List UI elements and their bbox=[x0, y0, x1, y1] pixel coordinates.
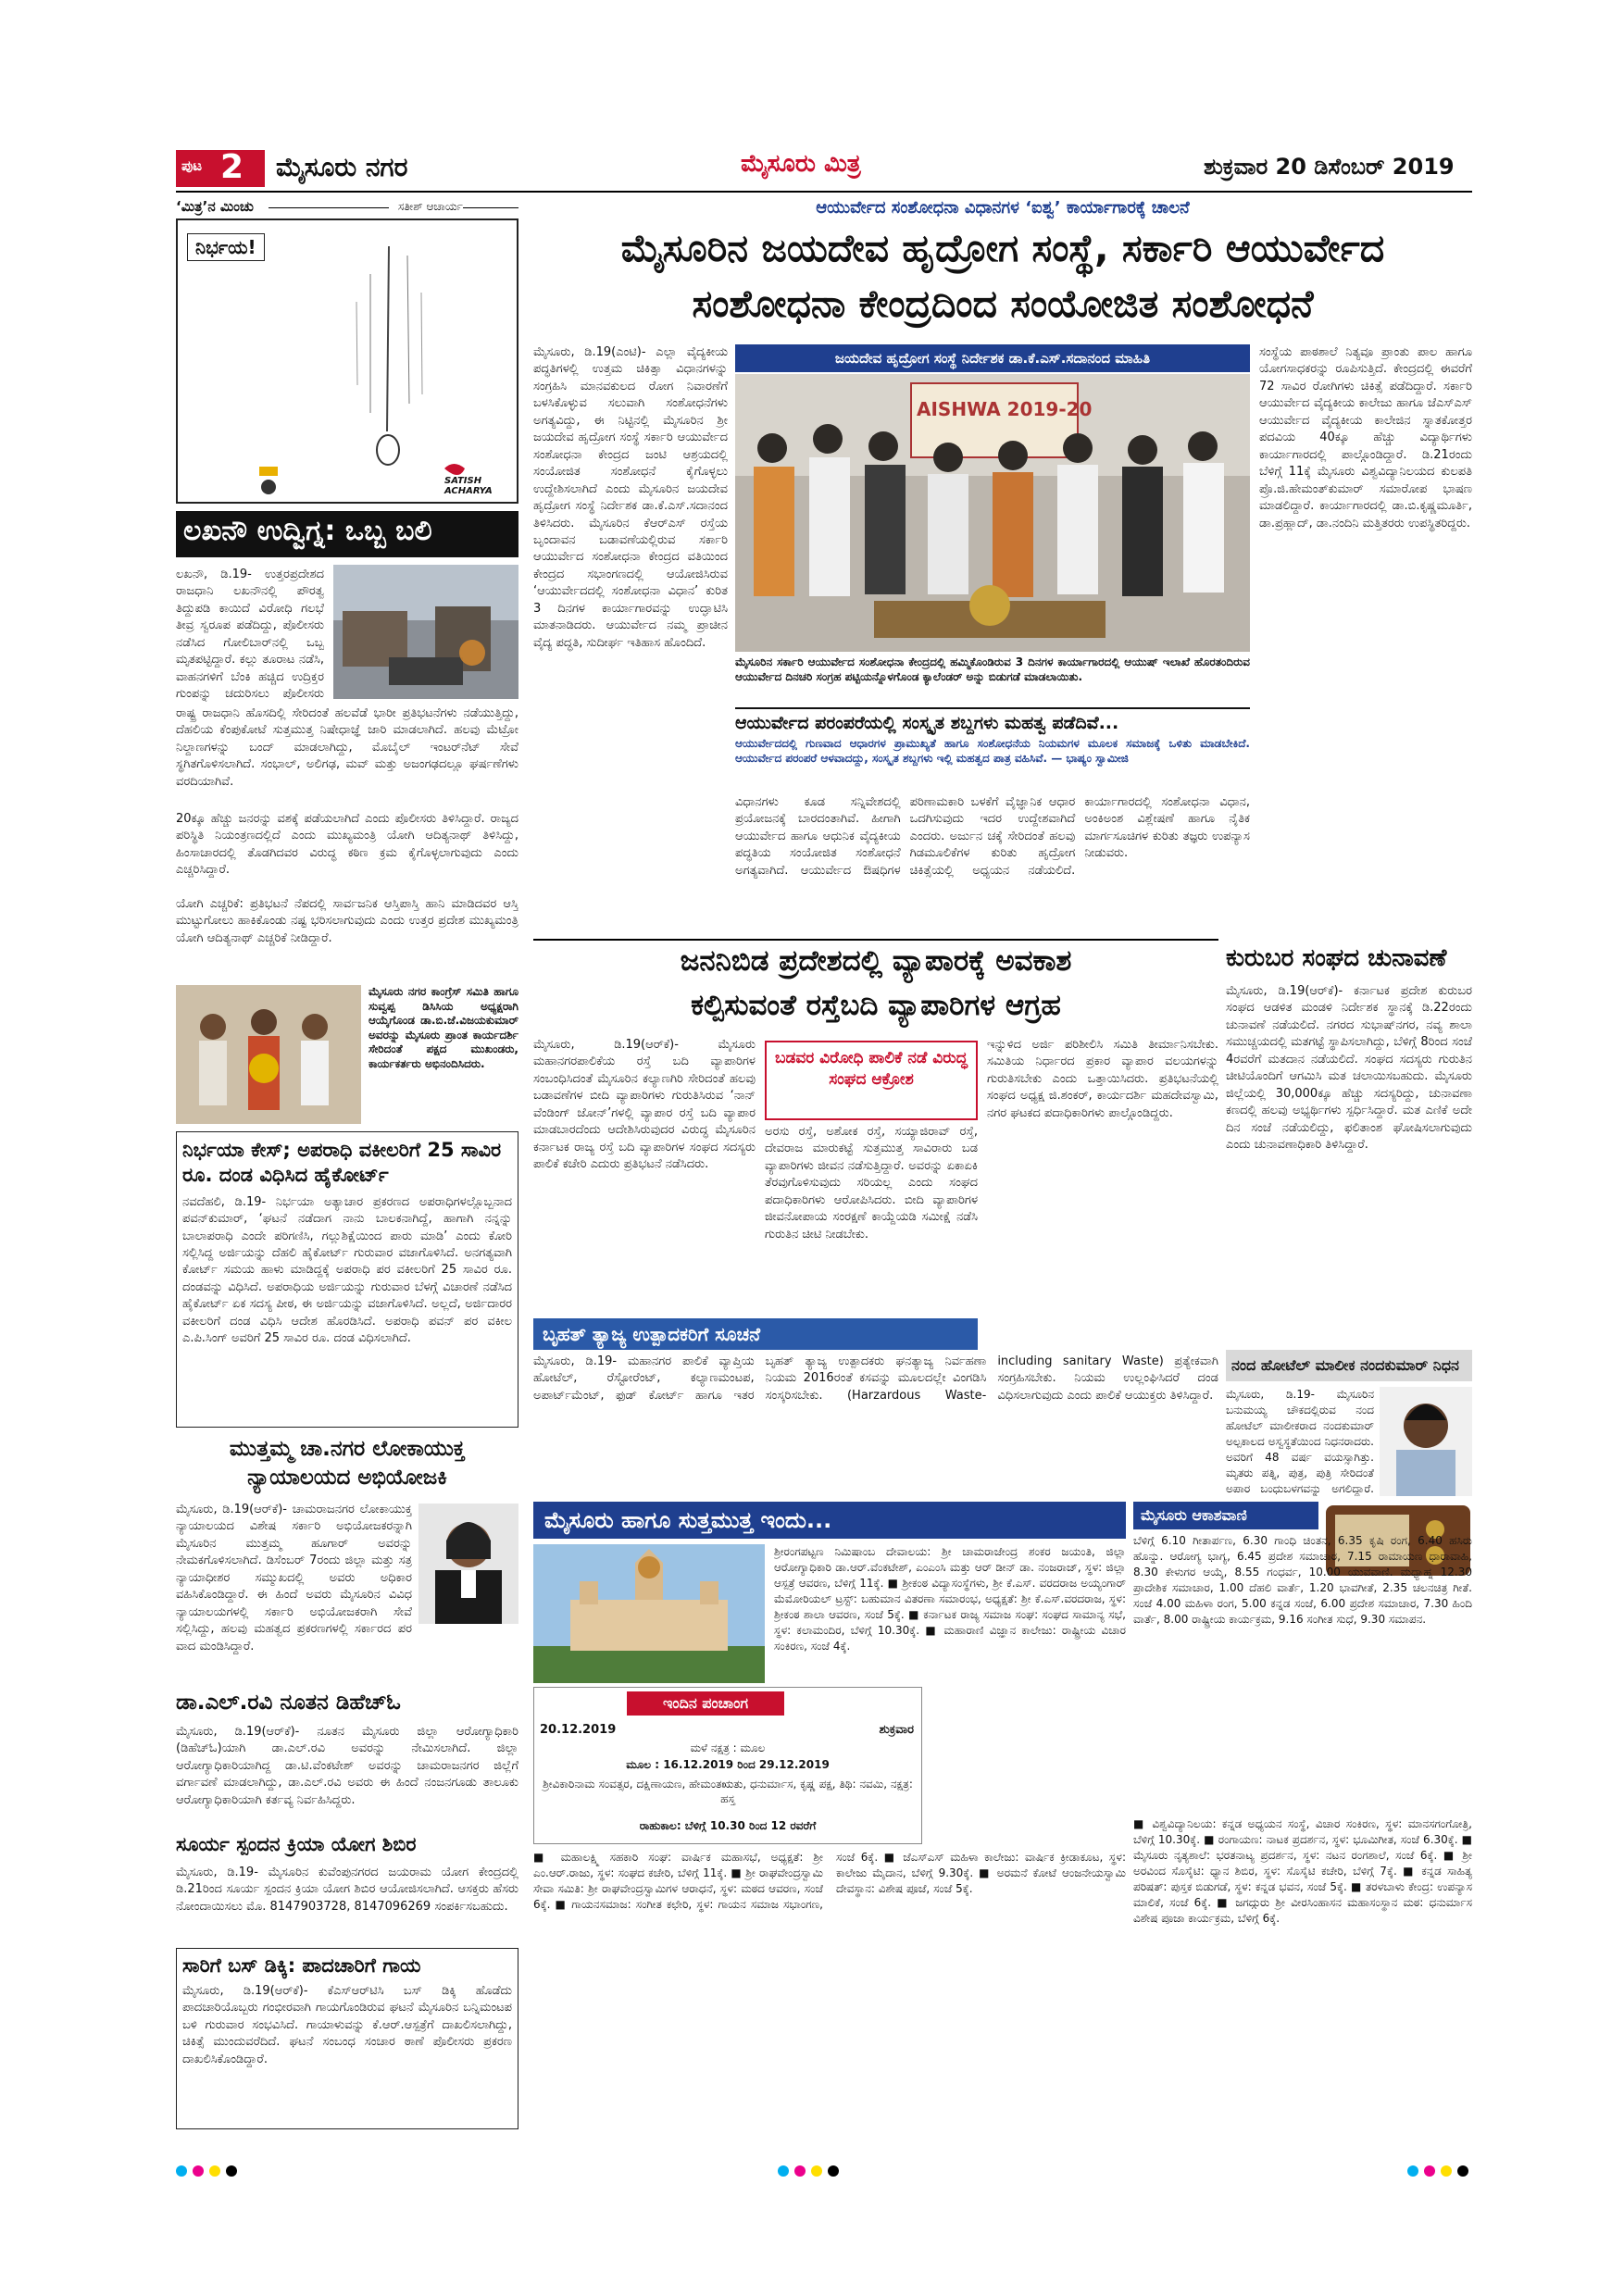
section-title: ಮೈಸೂರು ನಗರ bbox=[276, 152, 408, 182]
panchanga-line1: ಮಳೆ ನಕ್ಷತ್ರ : ಮೂಲ bbox=[690, 1741, 766, 1754]
waste-body: ಮೈಸೂರು, ಡಿ.19- ಮಹಾನಗರ ಪಾಲಿಕೆ ವ್ಯಾಪ್ತಿಯ ಹೋಟೆಲ್, ರೆಸ್ಟೋರೆಂಟ್, ಕಲ್ಯಾಣಮಂಟಪ, ಅಪಾರ್ಟ್‌ಮೆಂಟ್, ಫುಡ್ ಕೋರ್ಟ್ ಹಾಗೂ ಇತರ ಬೃಹತ್ ತ್ಯಾಜ್ಯ ಉತ್ಪಾದಕರು ಘನತ್ಯಾಜ್ಯ ನಿರ್ವಹಣಾ ನಿಯಮ 2016ರಂತೆ ಕಸವನ್ನು ಮೂಲದಲ್ಲೇ ವಿಂಗಡಿಸಿ ಸಂಸ್ಕರಿಸಬೇಕು. (Harzardous Waste-including sanitary Waste) ಪ್ರತ್ಯೇಕವಾಗಿ ಸಂಗ್ರಹಿಸಬೇಕು. ನಿಯಮ ಉಲ್ಲಂಘಿಸಿದರೆ ದಂಡ ವಿಧಿಸಲಾಗುವುದು ಎಂದು ಪಾಲಿಕೆ ಆಯುಕ್ತರು ತಿಳಿಸಿದ್ದಾರೆ. bbox=[533, 1354, 1218, 1403]
bus-headline: ಸಾರಿಗೆ ಬಸ್ ಡಿಕ್ಕಿ: ಪಾದಚಾರಿಗೆ ಗಾಯ bbox=[182, 1954, 421, 1977]
cartoon-artist: ಸತೀಶ್ ಆಚಾರ್ಯ bbox=[398, 200, 463, 213]
lucknow-headline: ಲಖನೌ ಉದ್ವಿಗ್ನ: ಒಬ್ಬ ಬಲಿ bbox=[176, 511, 518, 557]
congrats-caption: ಮೈಸೂರು ನಗರ ಕಾಂಗ್ರೆಸ್ ಸಮಿತಿ ಹಾಗೂ ಸುವ್ವಪ್ಪ ಡಿಸಿಸಿಯ ಅಧ್ಯಕ್ಷರಾಗಿ ಆಯ್ಕೆಗೊಂಡ ಡಾ.ಬಿ.ಜೆ.ವಿಜಯಕುಮಾರ್ ಅವರನ್ನು ಮೈಸೂರು ಪ್ರಾಂತ ಕಾರ್ಯದರ್ಶಿ ಸೇರಿದಂತೆ ಪಕ್ಷದ ಮುಖಂಡರು, ಕಾರ್ಯಕರ್ತರು ಅಭಿನಂದಿಸಿದರು. bbox=[369, 985, 518, 1070]
obituary-headline: ನಂದ ಹೋಟೆಲ್ ಮಾಲೀಕ ನಂದಕುಮಾರ್ ನಿಧನ bbox=[1226, 1350, 1472, 1381]
registration-marks-right bbox=[1407, 2163, 1474, 2180]
panchanga-date: 20.12.2019 bbox=[540, 1723, 617, 1737]
kuruba-body: ಮೈಸೂರು, ಡಿ.19(ಆರ್‌ಕೆ)- ಕರ್ನಾಟಕ ಪ್ರದೇಶ ಕುರುಬರ ಸಂಘದ ಆಡಳಿತ ಮಂಡಳಿ ನಿರ್ದೇಶಕ ಸ್ಥಾನಕ್ಕೆ ಡಿ.22ರಂದು ಚುನಾವಣೆ ನಡೆಯಲಿದೆ. ನಗರದ ಸುಭಾಷ್‌ನಗರ, ನವ್ಯ ಶಾಲಾ ಸಮುಚ್ಚಯದಲ್ಲಿ ಮತಗಟ್ಟೆ ಸ್ಥಾಪಿಸಲಾಗಿದ್ದು, ಬೆಳಿಗ್ಗೆ 8ರಿಂದ ಸಂಜೆ 4ರವರೆಗೆ ಮತದಾನ ನಡೆಯಲಿದೆ. ಸಂಘದ ಸದಸ್ಯರು ಗುರುತಿನ ಚೀಟಿಯೊಂದಿಗೆ ಆಗಮಿಸಿ ಮತ ಚಲಾಯಿಸಬಹುದು. ಮೈಸೂರು ಜಿಲ್ಲೆಯಲ್ಲಿ 30,000ಕ್ಕೂ ಹೆಚ್ಚು ಸದಸ್ಯರಿದ್ದು, ಚುನಾವಣಾ ಕಣದಲ್ಲಿ ಹಲವು ಅಭ್ಯರ್ಥಿಗಳು ಸ್ಪರ್ಧಿಸಿದ್ದಾರೆ. ಮತ ಎಣಿಕೆ ಅದೇ ದಿನ ಸಂಜೆ ನಡೆಯಲಿದ್ದು, ಫಲಿತಾಂಶ ಘೋಷಿಸಲಾಗುವುದು ಎಂದು ಚುನಾವಣಾಧಿಕಾರಿ ತಿಳಿಸಿದ್ದಾರೆ. bbox=[1226, 984, 1472, 1153]
today-events-2: ■ ಮಹಾಲಕ್ಷ್ಮಿ ಸಹಕಾರಿ ಸಂಘ: ವಾರ್ಷಿಕ ಮಹಾಸಭೆ, ಅಧ್ಯಕ್ಷತೆ: ಶ್ರೀ ಎಂ.ಆರ್.ರಾಜು, ಸ್ಥಳ: ಸಂಘದ ಕಚೇರಿ, ಬೆಳಿಗ್ಗೆ 11ಕ್ಕೆ. ■ ಶ್ರೀ ರಾಘವೇಂದ್ರಸ್ವಾಮಿ ಸೇವಾ ಸಮಿತಿ: ಶ್ರೀ ರಾಘವೇಂದ್ರಸ್ವಾಮಿಗಳ ಆರಾಧನೆ, ಸ್ಥಳ: ಮಠದ ಆವರಣ, ಸಂಜೆ 6ಕ್ಕೆ. ■ ಗಾಯನಸಮಾಜ: ಸಂಗೀತ ಕಛೇರಿ, ಸ್ಥಳ: ಗಾಯನ ಸಮಾಜ ಸಭಾಂಗಣ, ಸಂಜೆ 6ಕ್ಕೆ. ■ ಜೆಎಸ್‌ಎಸ್ ಮಹಿಳಾ ಕಾಲೇಜು: ವಾರ್ಷಿಕ ಕ್ರೀಡಾಕೂಟ, ಸ್ಥಳ: ಕಾಲೇಜು ಮೈದಾನ, ಬೆಳಿಗ್ಗೆ 9.30ಕ್ಕೆ. ■ ಅರಮನೆ ಕೋಟೆ ಆಂಜನೇಯಸ್ವಾಮಿ ದೇವಸ್ಥಾನ: ವಿಶೇಷ ಪೂಜೆ, ಸಂಜೆ 5ಕ್ಕೆ. bbox=[533, 1851, 1126, 1912]
registration-marks-center bbox=[778, 2163, 844, 2180]
header-rule bbox=[176, 191, 1472, 193]
traders-col1: ಮೈಸೂರು, ಡಿ.19(ಆರ್‌ಕೆ)- ಮೈಸೂರು ಮಹಾನಗರಪಾಲಿಕೆಯ ರಸ್ತೆ ಬದಿ ವ್ಯಾಪಾರಿಗಳ ಸಂಬಂಧಿಸಿದಂತೆ ಮೈಸೂರಿನ ಕಲ್ಯಾಣಗಿರಿ ಸೇರಿದಂತೆ ಹಲವು ಬಡಾವಣೆಗಳ ಬೀದಿ ವ್ಯಾಪಾರಿಗಳು ಗುರುತಿಸಿರುವ ‘ನಾನ್ ವೆಂಡಿಂಗ್ ಜೋನ್’ಗಳಲ್ಲಿ ವ್ಯಾಪಾರ ರಸ್ತೆ ಬದಿ ವ್ಯಾಪಾರ ಮಾಡಬಾರದೆಂದು ಆದೇಶಿಸಿರುವುದರ ವಿರುದ್ಧ ಮೈಸೂರಿನ ಕರ್ನಾಟಕ ರಾಜ್ಯ ರಸ್ತೆ ಬದಿ ವ್ಯಾಪಾರಿಗಳ ಸಂಘದ ಸದಸ್ಯರು ಪಾಲಿಕೆ ಕಚೇರಿ ಎದುರು ಪ್ರತಿಭಟನೆ ನಡೆಸಿದರು. bbox=[533, 1038, 756, 1172]
panchanga-day: ಶುಕ್ರವಾರ bbox=[879, 1723, 914, 1737]
sanskrit-headline: ಆಯುರ್ವೇದ ಪರಂಪರೆಯಲ್ಲಿ ಸಂಸ್ಕೃತ ಶಬ್ದಗಳು ಮಹತ್ವ ಪಡೆದಿವೆ... bbox=[735, 707, 1250, 733]
cartoon-box bbox=[176, 198, 518, 504]
lucknow-para4: ಯೋಗಿ ಎಚ್ಚರಿಕೆ: ಪ್ರತಿಭಟನೆ ನೆಪದಲ್ಲಿ ಸಾರ್ವಜನಿಕ ಆಸ್ತಿಪಾಸ್ತಿ ಹಾನಿ ಮಾಡಿದವರ ಆಸ್ತಿ ಮುಟ್ಟುಗೋಲು ಹಾಕಿಕೊಂಡು ನಷ್ಟ ಭರಿಸಲಾಗುವುದು ಎಂದು ಉತ್ತರ ಪ್ರದೇಶ ಮುಖ್ಯಮಂತ್ರಿ ಯೋಗಿ ಆದಿತ್ಯನಾಥ್ ಎಚ್ಚರಿಕೆ ನೀಡಿದ್ದಾರೆ. bbox=[176, 897, 518, 945]
nirbhaya-body: ನವದೆಹಲಿ, ಡಿ.19- ನಿರ್ಭಯಾ ಅತ್ಯಾಚಾರ ಪ್ರಕರಣದ ಅಪರಾಧಿಗಳಲ್ಲೊಬ್ಬನಾದ ಪವನ್‌ಕುಮಾರ್, ‘ಘಟನೆ ನಡೆದಾಗ ನಾನು ಬಾಲಕನಾಗಿದ್ದೆ, ಹಾಗಾಗಿ ನನ್ನನ್ನು ಬಾಲಾಪರಾಧಿ ಎಂದೇ ಪರಿಗಣಿಸಿ, ಗಲ್ಲುಶಿಕ್ಷೆಯಿಂದ ಪಾರು ಮಾಡಿ’ ಎಂದು ಕೋರಿ ಸಲ್ಲಿಸಿದ್ದ ಅರ್ಜಿಯನ್ನು ದೆಹಲಿ ಹೈಕೋರ್ಟ್ ಗುರುವಾರ ವಜಾಗೊಳಿಸಿದೆ. ಅನಗತ್ಯವಾಗಿ ಕೋರ್ಟ್ ಸಮಯ ಹಾಳು ಮಾಡಿದ್ದಕ್ಕೆ ಅಪರಾಧಿ ಪರ ವಕೀಲರಿಗೆ 25 ಸಾವಿರ ರೂ. ದಂಡವನ್ನು ವಿಧಿಸಿದೆ. ಅಪರಾಧಿಯ ಅರ್ಜಿಯನ್ನು ಗುರುವಾರ ಬೆಳಗ್ಗೆ ವಿಚಾರಣೆ ನಡೆಸಿದ ಹೈಕೋರ್ಟ್ ಏಕ ಸದಸ್ಯ ಪೀಠ, ಈ ಅರ್ಜಿಯನ್ನು ವಜಾಗೊಳಿಸಿದೆ. ಅಲ್ಲದೆ, ಅರ್ಜಿದಾರರ ವಕೀಲರಿಗೆ ದಂಡ ವಿಧಿಸಿ ಆದೇಶ ಹೊರಡಿಸಿದೆ. ಅಪರಾಧಿ ಪವನ್ ಪರ ವಕೀಲ ಎ.ಪಿ.ಸಿಂಗ್ ಅವರಿಗೆ 25 ಸಾವಿರ ರೂ. ದಂಡ ವಿಧಿಸಲಾಗಿದೆ. bbox=[182, 1194, 512, 1346]
kuruba-headline: ಕುರುಬರ ಸಂಘದ ಚುನಾವಣೆ bbox=[1226, 944, 1447, 972]
waste-headline: ಬೃಹತ್ ತ್ಯಾಜ್ಯ ಉತ್ಪಾದಕರಿಗೆ ಸೂಚನೆ bbox=[533, 1318, 978, 1350]
prosecutor-body: ಮೈಸೂರು, ಡಿ.19(ಆರ್‌ಕೆ)- ಚಾಮರಾಜನಗರ ಲೋಕಾಯುಕ್ತ ನ್ಯಾಯಾಲಯದ ವಿಶೇಷ ಸರ್ಕಾರಿ ಅಭಿಯೋಜಕರನ್ನಾಗಿ ಮೈಸೂರಿನ ಮುತ್ತಮ್ಮ ಹೂಗಾರ್ ಅವರನ್ನು ನೇಮಕಗೊಳಿಸಲಾಗಿದೆ. ಡಿಸೆಂಬರ್ 7ರಂದು ಜಿಲ್ಲಾ ಮತ್ತು ಸತ್ರ ನ್ಯಾಯಾಧೀಶರ ಸಮ್ಮುಖದಲ್ಲಿ ಅವರು ಅಧಿಕಾರ ವಹಿಸಿಕೊಂಡಿದ್ದಾರೆ. ಈ ಹಿಂದೆ ಅವರು ಮೈಸೂರಿನ ವಿವಿಧ ನ್ಯಾಯಾಲಯಗಳಲ್ಲಿ ಸರ್ಕಾರಿ ಅಭಿಯೋಜಕರಾಗಿ ಸೇವೆ ಸಲ್ಲಿಸಿದ್ದು, ಹಲವು ಮಹತ್ವದ ಪ್ರಕರಣಗಳಲ್ಲಿ ಸರ್ಕಾರದ ಪರ ವಾದ ಮಂಡಿಸಿದ್ದಾರೆ. bbox=[176, 1503, 412, 1653]
ddpi-headline: ಡಾ.ಎಲ್.ರವಿ ನೂತನ ಡಿಹೆಚ್‌ಓ bbox=[176, 1691, 401, 1715]
lead-headline-2: ಸಂಶೋಧನಾ ಕೇಂದ್ರದಿಂದ ಸಂಯೋಜಿತ ಸಂಶೋಧನೆ bbox=[692, 281, 1314, 326]
prosecutor-photo bbox=[418, 1504, 518, 1624]
panchanga-line2: ಮೂಲ : 16.12.2019 ರಿಂದ 29.12.2019 bbox=[626, 1758, 830, 1771]
page-header bbox=[176, 150, 1472, 191]
lead-photo-caption: ಮೈಸೂರಿನ ಸರ್ಕಾರಿ ಆಯುರ್ವೇದ ಸಂಶೋಧನಾ ಕೇಂದ್ರದಲ್ಲಿ ಹಮ್ಮಿಕೊಂಡಿರುವ 3 ದಿನಗಳ ಕಾರ್ಯಾಗಾರದಲ್ಲಿ ಆಯುಷ್ ಇಲಾಖೆ ಹೊರತಂದಿರುವ ಆಯುರ್ವೇದ ದಿನಚರಿ ಸಂಗ್ರಹ ಪಟ್ಟಿಯನ್ನೊಳಗೊಂಡ ಕ್ಯಾಲೆಂಡರ್ ಅನ್ನು ಬಿಡುಗಡೆ ಮಾಡಲಾಯಿತು. bbox=[735, 655, 1250, 683]
traders-col3: ಇನ್ನುಳಿದ ಅರ್ಜಿ ಪರಿಶೀಲಿಸಿ ಸಮಿತಿ ತೀರ್ಮಾನಿಸಬೇಕು. ಸಮಿತಿಯ ನಿರ್ಧಾರದ ಪ್ರಕಾರ ವ್ಯಾಪಾರ ವಲಯಗಳನ್ನು ಗುರುತಿಸಬೇಕು ಎಂದು ಒತ್ತಾಯಿಸಿದರು. ಪ್ರತಿಭಟನೆಯಲ್ಲಿ ಸಂಘದ ಅಧ್ಯಕ್ಷ ಜಿ.ಶಂಕರ್, ಕಾರ್ಯದರ್ಶಿ ಮಹದೇವಸ್ವಾಮಿ, ನಗರ ಘಟಕದ ಪದಾಧಿಕಾರಿಗಳು ಪಾಲ್ಗೊಂಡಿದ್ದರು. bbox=[987, 1038, 1218, 1120]
header-date: ಶುಕ್ರವಾರ 20 ಡಿಸೆಂಬರ್ 2019 bbox=[1204, 154, 1455, 180]
traders-col2: ಅರಸು ರಸ್ತೆ, ಅಶೋಕ ರಸ್ತೆ, ಸಯ್ಯಾಜಿರಾವ್ ರಸ್ತೆ, ದೇವರಾಜ ಮಾರುಕಟ್ಟೆ ಸುತ್ತಮುತ್ತ ಸಾವಿರಾರು ಬಡ ವ್ಯಾಪಾರಿಗಳು ಜೀವನ ನಡೆಸುತ್ತಿದ್ದಾರೆ. ಅವರನ್ನು ಏಕಾಏಕಿ ತೆರವುಗೊಳಿಸುವುದು ಸರಿಯಲ್ಲ ಎಂದು ಸಂಘದ ಪದಾಧಿಕಾರಿಗಳು ಆರೋಪಿಸಿದರು. ಬೀದಿ ವ್ಯಾಪಾರಿಗಳ ಜೀವನೋಪಾಯ ಸಂರಕ್ಷಣೆ ಕಾಯ್ದೆಯಡಿ ಸಮೀಕ್ಷೆ ನಡೆಸಿ ಗುರುತಿನ ಚೀಟಿ ನೀಡಬೇಕು. bbox=[765, 1125, 978, 1242]
lucknow-para2: ರಾಷ್ಟ್ರ ರಾಜಧಾನಿ ಹೊಸದಿಲ್ಲಿ ಸೇರಿದಂತೆ ಹಲವೆಡೆ ಭಾರೀ ಪ್ರತಿಭಟನೆಗಳು ನಡೆಯುತ್ತಿದ್ದು, ದೆಹಲಿಯ ಕೆಂಪುಕೋಟೆ ಸುತ್ತಮುತ್ತ ನಿಷೇಧಾಜ್ಞೆ ಜಾರಿ ಮಾಡಲಾಗಿದೆ. ಹಲವು ಮೆಟ್ರೋ ನಿಲ್ದಾಣಗಳನ್ನು ಬಂದ್ ಮಾಡಲಾಗಿದ್ದು, ಮೊಬೈಲ್ ಇಂಟರ್‌ನೆಟ್ ಸೇವೆ ಸ್ಥಗಿತಗೊಳಿಸಲಾಗಿದೆ. ಸಂಭಾಲ್, ಅಲಿಗಢ, ಮವ್ ಮತ್ತು ಅಜಂಗಢದಲ್ಲೂ ಘರ್ಷಣೆಗಳು ವರದಿಯಾಗಿವೆ. bbox=[176, 706, 518, 789]
panchanga-line3: ಶ್ರೀವಿಕಾರಿನಾಮ ಸಂವತ್ಸರ, ದಕ್ಷಿಣಾಯಣ, ಹೇಮಂತಋತು, ಧನುರ್ಮಾಸ, ಕೃಷ್ಣ ಪಕ್ಷ, ತಿಥಿ: ನವಮಿ, ನಕ್ಷತ್ರ: ಹಸ್ತ bbox=[543, 1778, 913, 1806]
yoga-headline: ಸೂರ್ಯ ಸ್ಪಂದನ ಕ್ರಿಯಾ ಯೋಗ ಶಿಬಿರ bbox=[176, 1833, 417, 1855]
panchanga-line4: ರಾಹುಕಾಲ: ಬೆಳಿಗ್ಗೆ 10.30 ರಿಂದ 12 ರವರೆಗೆ bbox=[639, 1819, 817, 1832]
lead-banner-text: AISHWA 2019-20 bbox=[917, 398, 1093, 420]
page-number-badge bbox=[176, 150, 265, 187]
sanskrit-quote: ಆಯುರ್ವೇದದಲ್ಲಿ ಗುಣವಾದ ಆಧಾರಗಳ ಪ್ರಾಮುಖ್ಯತೆ ಹಾಗೂ ಸಂಶೋಧನೆಯ ನಿಯಮಗಳ ಮೂಲಕ ಸಮಾಜಕ್ಕೆ ಒಳಿತು ಮಾಡಬೇಕಿದೆ. ಆಯುರ್ವೇದ ಪರಂಪರೆ ಆಳವಾದದ್ದು, ಸಂಸ್ಕೃತ ಶಬ್ದಗಳು ಇಲ್ಲಿ ಮಹತ್ವದ ಪಾತ್ರ ವಹಿಸಿವೆ. — ಭಾಷ್ಯಂ ಸ್ವಾಮೀಜಿ bbox=[735, 737, 1250, 765]
cartoon-signature: SATISH ACHARYA bbox=[444, 476, 493, 496]
traders-headline-1: ಜನನಿಬಿಡ ಪ್ರದೇಶದಲ್ಲಿ ವ್ಯಾಪಾರಕ್ಕೆ ಅವಕಾಶ bbox=[680, 944, 1072, 978]
prosecutor-headline: ಮುತ್ತಮ್ಮ ಚಾ.ನಗರ ಲೋಕಾಯುಕ್ತ ನ್ಯಾಯಾಲಯದ ಅಭಿಯೋಜಕಿ bbox=[229, 1437, 466, 1491]
bus-body: ಮೈಸೂರು, ಡಿ.19(ಆರ್‌ಕೆ)- ಕೆಎಸ್‌ಆರ್‌ಟಿಸಿ ಬಸ್ ಡಿಕ್ಕಿ ಹೊಡೆದು ಪಾದಚಾರಿಯೊಬ್ಬರು ಗಂಭೀರವಾಗಿ ಗಾಯಗೊಂಡಿರುವ ಘಟನೆ ಮೈಸೂರಿನ ಬನ್ನಿಮಂಟಪ ಬಳಿ ಗುರುವಾರ ಸಂಭವಿಸಿದೆ. ಗಾಯಾಳುವನ್ನು ಕೆ.ಆರ್.ಆಸ್ಪತ್ರೆಗೆ ದಾಖಲಿಸಲಾಗಿದ್ದು, ಚಿಕಿತ್ಸೆ ಮುಂದುವರೆದಿದೆ. ಘಟನೆ ಸಂಬಂಧ ಸಂಚಾರ ಠಾಣೆ ಪೊಲೀಸರು ಪ್ರಕರಣ ದಾಖಲಿಸಿಕೊಂಡಿದ್ದಾರೆ. bbox=[182, 1984, 512, 2066]
lead-photo-title: ಜಯದೇವ ಹೃದ್ರೋಗ ಸಂಸ್ಥೆ ನಿರ್ದೇಶಕ ಡಾ.ಕೆ.ಎಸ್.ಸದಾನಂದ ಮಾಹಿತಿ bbox=[735, 344, 1250, 372]
obituary-body: ಮೈಸೂರು, ಡಿ.19- ಮೈಸೂರಿನ ಬನುಮಯ್ಯ ಚೌಕದಲ್ಲಿರುವ ನಂದ ಹೋಟೆಲ್ ಮಾಲೀಕರಾದ ನಂದಕುಮಾರ್ ಅಲ್ಪಕಾಲದ ಅಸ್ವಸ್ಥತೆಯಿಂದ ನಿಧನರಾದರು. ಅವರಿಗೆ 48 ವರ್ಷ ವಯಸ್ಸಾಗಿತ್ತು. ಮೃತರು ಪತ್ನಿ, ಪುತ್ರ, ಪುತ್ರಿ ಸೇರಿದಂತೆ ಅಪಾರ ಬಂಧುಬಳಗವನ್ನು ಅಗಲಿದ್ದಾರೆ. bbox=[1226, 1388, 1374, 1496]
radio-body: ಬೆಳಿಗ್ಗೆ 6.10 ಗೀತಾರ್ಪಣ, 6.30 ಗಾಂಧಿ ಚಿಂತನ, 6.35 ಕೃಷಿ ರಂಗ, 6.40 ಹಸಿರು ಹೊನ್ನು. ಆರೋಗ್ಯ ಭಾಗ್ಯ, 6.45 ಪ್ರದೇಶ ಸಮಾಚಾರ, 7.15 ರಾಮಾಯಣ ಧಾರಾವಾಹಿ, 8.30 ಕೇಳುಗರ ಆಯ್ಕೆ, 8.55 ಗಂಧರ್ವ, 10.00 ಯುವವಾಣಿ. ಮಧ್ಯಾಹ್ನ 12.30 ಪ್ರಾದೇಶಿಕ ಸಮಾಚಾರ, 1.00 ದೆಹಲಿ ವಾರ್ತೆ, 1.20 ಭಾವಗೀತೆ, 2.35 ಚಲನಚಿತ್ರ ಗೀತೆ. ಸಂಜೆ 4.00 ಮಹಿಳಾ ರಂಗ, 5.00 ಕನ್ನಡ ಸಂಜೆ, 6.00 ಪ್ರದೇಶ ಸಮಾಚಾರ, 7.30 ಹಿಂದಿ ವಾರ್ತೆ, 8.00 ರಾಷ್ಟ್ರೀಯ ಕಾರ್ಯಕ್ರಮ, 9.16 ಸಂಗೀತ ಸುಧೆ, 9.30 ಸಮಾಪನ. bbox=[1133, 1534, 1472, 1627]
lead-kicker: ಆಯುರ್ವೇದ ಸಂಶೋಧನಾ ವಿಧಾನಗಳ ‘ಐಶ್ವ’ ಕಾರ್ಯಾಗಾರಕ್ಕೆ ಚಾಲನೆ bbox=[816, 198, 1190, 218]
traders-sidebar: ಬಡವರ ವಿರೋಧಿ ಪಾಲಿಕೆ ನಡೆ ವಿರುದ್ಧ ಸಂಘದ ಆಕ್ರೋಶ bbox=[765, 1041, 978, 1120]
obituary-photo bbox=[1380, 1387, 1472, 1496]
ddpi-body: ಮೈಸೂರು, ಡಿ.19(ಆರ್‌ಕೆ)- ನೂತನ ಮೈಸೂರು ಜಿಲ್ಲಾ ಆರೋಗ್ಯಾಧಿಕಾರಿ (ಡಿಹೆಚ್‌ಓ)ಯಾಗಿ ಡಾ.ಎಲ್.ರವಿ ಅವರನ್ನು ನೇಮಿಸಲಾಗಿದೆ. ಜಿಲ್ಲಾ ಆರೋಗ್ಯಾಧಿಕಾರಿಯಾಗಿದ್ದ ಡಾ.ಟಿ.ವೆಂಕಟೇಶ್ ಅವರನ್ನು ಚಾಮರಾಜನಗರ ಜಿಲ್ಲೆಗೆ ವರ್ಗಾವಣೆ ಮಾಡಲಾಗಿದ್ದು, ಡಾ.ಎಲ್.ರವಿ ಅವರು ಈ ಹಿಂದೆ ನಂಜನಗೂಡು ತಾಲೂಕು ಆರೋಗ್ಯಾಧಿಕಾರಿಯಾಗಿ ಕರ್ತವ್ಯ ನಿರ್ವಹಿಸಿದ್ದರು. bbox=[176, 1725, 518, 1807]
lead-headline-1: ಮೈಸೂರಿನ ಜಯದೇವ ಹೃದ್ರೋಗ ಸಂಸ್ಥೆ, ಸರ್ಕಾರಿ ಆಯುರ್ವೇದ bbox=[620, 226, 1385, 270]
cartoon-heading: ‘ಮಿತ್ರ’ನ ಮಿಂಚು bbox=[176, 198, 254, 215]
page-number: 2 bbox=[220, 148, 244, 186]
nirbhaya-headline: ನಿರ್ಭಯಾ ಕೇಸ್; ಅಪರಾಧಿ ವಕೀಲರಿಗೆ 25 ಸಾವಿರ ರೂ. ದಂಡ ವಿಧಿಸಿದ ಹೈಕೋರ್ಟ್ bbox=[182, 1139, 502, 1187]
registration-marks-left bbox=[176, 2163, 243, 2180]
page-label: ಪುಟ bbox=[181, 157, 203, 174]
radio-headline: ಮೈಸೂರು ಆಕಾಶವಾಣಿ bbox=[1133, 1502, 1318, 1529]
congrats-photo bbox=[176, 985, 361, 1124]
lucknow-photo bbox=[333, 565, 518, 699]
masthead: ಮೈಸೂರು ಮಿತ್ರ bbox=[741, 150, 861, 178]
palace-photo bbox=[533, 1544, 765, 1683]
lucknow-para3: 20ಕ್ಕೂ ಹೆಚ್ಚು ಜನರನ್ನು ವಶಕ್ಕೆ ಪಡೆಯಲಾಗಿದೆ ಎಂದು ಪೊಲೀಸರು ತಿಳಿಸಿದ್ದಾರೆ. ರಾಜ್ಯದ ಪರಿಸ್ಥಿತಿ ನಿಯಂತ್ರಣದಲ್ಲಿದೆ ಎಂದು ಮುಖ್ಯಮಂತ್ರಿ ಯೋಗಿ ಆದಿತ್ಯನಾಥ್ ತಿಳಿಸಿದ್ದು, ಹಿಂಸಾಚಾರದಲ್ಲಿ ತೊಡಗಿದವರ ವಿರುದ್ಧ ಕಠಿಣ ಕ್ರಮ ಕೈಗೊಳ್ಳಲಾಗುವುದು ಎಂದು ಎಚ್ಚರಿಸಿದ್ದಾರೆ. bbox=[176, 812, 518, 878]
lucknow-para1: ಲಖನೌ, ಡಿ.19- ಉತ್ತರಪ್ರದೇಶದ ರಾಜಧಾನಿ ಲಖನೌನಲ್ಲಿ ಪೌರತ್ವ ತಿದ್ದುಪಡಿ ಕಾಯಿದೆ ವಿರೋಧಿ ಗಲಭೆ ತೀವ್ರ ಸ್ವರೂಪ ಪಡೆದಿದ್ದು, ಪೊಲೀಸರು ನಡೆಸಿದ ಗೋಲಿಬಾರ್‌ನಲ್ಲಿ ಒಬ್ಬ ಮೃತಪಟ್ಟಿದ್ದಾರೆ. ಕಲ್ಲು ತೂರಾಟ ನಡೆಸಿ, ವಾಹನಗಳಿಗೆ ಬೆಂಕಿ ಹಚ್ಚಿದ ಉದ್ರಿಕ್ತರ ಗುಂಪನ್ನು ಚದುರಿಸಲು ಪೊಲೀಸರು bbox=[176, 568, 324, 702]
events-right: ■ ವಿಶ್ವವಿದ್ಯಾನಿಲಯ: ಕನ್ನಡ ಅಧ್ಯಯನ ಸಂಸ್ಥೆ, ವಿಚಾರ ಸಂಕಿರಣ, ಸ್ಥಳ: ಮಾನಸಗಂಗೋತ್ರಿ, ಬೆಳಿಗ್ಗೆ 10.30ಕ್ಕೆ. ■ ರಂಗಾಯಣ: ನಾಟಕ ಪ್ರದರ್ಶನ, ಸ್ಥಳ: ಭೂಮಿಗೀತ, ಸಂಜೆ 6.30ಕ್ಕೆ. ■ ಮೈಸೂರು ನೃತ್ಯಶಾಲೆ: ಭರತನಾಟ್ಯ ಪ್ರದರ್ಶನ, ಸ್ಥಳ: ನಟನ ರಂಗಶಾಲೆ, ಸಂಜೆ 6ಕ್ಕೆ. ■ ಶ್ರೀ ಅರವಿಂದ ಸೊಸೈಟಿ: ಧ್ಯಾನ ಶಿಬಿರ, ಸ್ಥಳ: ಸೊಸೈಟಿ ಕಚೇರಿ, ಬೆಳಿಗ್ಗೆ 7ಕ್ಕೆ. ■ ಕನ್ನಡ ಸಾಹಿತ್ಯ ಪರಿಷತ್: ಪುಸ್ತಕ ಬಿಡುಗಡೆ, ಸ್ಥಳ: ಕನ್ನಡ ಭವನ, ಸಂಜೆ 5ಕ್ಕೆ. ■ ತರಳಬಾಳು ಕೇಂದ್ರ: ಉಪನ್ಯಾಸ ಮಾಲಿಕೆ, ಸಂಜೆ 6ಕ್ಕೆ. ■ ಜಗದ್ಗುರು ಶ್ರೀ ವೀರಸಿಂಹಾಸನ ಮಹಾಸಂಸ್ಥಾನ ಮಠ: ಧನುರ್ಮಾಸ ವಿಶೇಷ ಪೂಜಾ ಕಾರ್ಯಕ್ರಮ, ಬೆಳಿಗ್ಗೆ 6ಕ್ಕೆ. bbox=[1133, 1817, 1472, 1926]
lead-col1: ಮೈಸೂರು, ಡಿ.19(ಎಂಟಿ)- ಎಲ್ಲಾ ವೈದ್ಯಕೀಯ ಪದ್ಧತಿಗಳಲ್ಲಿ ಉತ್ತಮ ಚಿಕಿತ್ಸಾ ವಿಧಾನಗಳನ್ನು ಸಂಗ್ರಹಿಸಿ ಮಾನವಕುಲದ ರೋಗ ನಿವಾರಣೆಗೆ ಬಳಸಿಕೊಳ್ಳುವ ಸಲುವಾಗಿ ಸಂಶೋಧನೆಗಳು ಅಗತ್ಯವಿದ್ದು, ಈ ನಿಟ್ಟಿನಲ್ಲಿ ಮೈಸೂರಿನ ಶ್ರೀ ಜಯದೇವ ಹೃದ್ರೋಗ ಸಂಸ್ಥೆ ಸರ್ಕಾರಿ ಆಯುರ್ವೇದ ಸಂಶೋಧನಾ ಕೇಂದ್ರದ ಜಂಟಿ ಆಶ್ರಯದಲ್ಲಿ ಸಂಯೋಜಿತ ಸಂಶೋಧನೆ ಕೈಗೊಳ್ಳಲು ಉದ್ದೇಶಿಸಲಾಗಿದೆ ಎಂದು ಮೈಸೂರಿನ ಜಯದೇವ ಹೃದ್ರೋಗ ಸಂಸ್ಥೆ ನಿರ್ದೇಶಕ ಡಾ.ಕೆ.ಎಸ್.ಸದಾನಂದ ತಿಳಿಸಿದರು. ಮೈಸೂರಿನ ಕೆಆರ್‌ಎಸ್ ರಸ್ತೆಯ ಬೃಂದಾವನ ಬಡಾವಣೆಯಲ್ಲಿರುವ ಸರ್ಕಾರಿ ಆಯುರ್ವೇದ ಸಂಶೋಧನಾ ಕೇಂದ್ರದ ವತಿಯಿಂದ ಕೇಂದ್ರದ ಸಭಾಂಗಣದಲ್ಲಿ ಆಯೋಜಿಸಿರುವ ‘ಆಯುರ್ವೇದದಲ್ಲಿ ಸಂಶೋಧನಾ ವಿಧಾನ’ ಕುರಿತ 3 ದಿನಗಳ ಕಾರ್ಯಾಗಾರವನ್ನು ಉದ್ಘಾಟಿಸಿ ಮಾತನಾಡಿದರು. ಆಯುರ್ವೇದ ನಮ್ಮ ಪ್ರಾಚೀನ ವೈದ್ಯ ಪದ್ಧತಿ, ಸುದೀರ್ಘ ಇತಿಹಾಸ ಹೊಂದಿದೆ. bbox=[533, 345, 728, 650]
traders-headline-2: ಕಲ್ಪಿಸುವಂತೆ ರಸ್ತೆಬದಿ ವ್ಯಾಪಾರಿಗಳ ಆಗ್ರಹ bbox=[691, 989, 1061, 1022]
lead-col4: ಸಂಸ್ಥೆಯ ಪಾಠಶಾಲೆ ನಿತ್ಯವೂ ಪ್ರಾಂತು ಪಾಲ ಹಾಗೂ ಯೋಗಸಾಧಕರನ್ನು ರೂಪಿಸುತ್ತಿದೆ. ಕೇಂದ್ರದಲ್ಲಿ ಈವರೆಗೆ 72 ಸಾವಿರ ರೋಗಿಗಳು ಚಿಕಿತ್ಸೆ ಪಡೆದಿದ್ದಾರೆ. ಸರ್ಕಾರಿ ಆಯುರ್ವೇದ ವೈದ್ಯಕೀಯ ಕಾಲೇಜು ಹಾಗೂ ಜೆಎಸ್‌ಎಸ್ ಆಯುರ್ವೇದ ವೈದ್ಯಕೀಯ ಕಾಲೇಜಿನ ಸ್ನಾತಕೋತ್ತರ ಪದವಿಯ 40ಕ್ಕೂ ಹೆಚ್ಚು ವಿದ್ಯಾರ್ಥಿಗಳು ಕಾರ್ಯಾಗಾರದಲ್ಲಿ ಪಾಲ್ಗೊಂಡಿದ್ದಾರೆ. ಡಿ.21ರಂದು ಬೆಳಿಗ್ಗೆ 11ಕ್ಕೆ ಮೈಸೂರು ವಿಶ್ವವಿದ್ಯಾನಿಲಯದ ಕುಲಪತಿ ಪ್ರೊ.ಜಿ.ಹೇಮಂತ್‌ಕುಮಾರ್ ಸಮಾರೋಪ ಭಾಷಣ ಮಾಡಲಿದ್ದಾರೆ. ಕಾರ್ಯಾಗಾರದಲ್ಲಿ ಡಾ.ಬಿ.ಕೃಷ್ಣಮೂರ್ತಿ, ಡಾ.ಪ್ರಹ್ಲಾದ್, ಡಾ.ನಂದಿನಿ ಮತ್ತಿತರರು ಉಪಸ್ಥಿತರಿದ್ದರು. bbox=[1259, 345, 1472, 530]
today-headline: ಮೈಸೂರು ಹಾಗೂ ಸುತ್ತಮುತ್ತ ಇಂದು... bbox=[533, 1502, 1126, 1539]
cartoon-drawing bbox=[176, 218, 518, 504]
bus-box bbox=[176, 1948, 518, 2129]
sanskrit-body: ವಿಧಾನಗಳು ಕೂಡ ಸನ್ನಿವೇಶದಲ್ಲಿ ಪ್ರಯೋಜನಕ್ಕೆ ಬಾರದಂತಾಗಿವೆ. ಹೀಗಾಗಿ ಆಯುರ್ವೇದ ಹಾಗೂ ಆಧುನಿಕ ವೈದ್ಯಕೀಯ ಪದ್ಧತಿಯ ಸಂಯೋಜಿತ ಸಂಶೋಧನೆ ಅಗತ್ಯವಾಗಿದೆ. ಆಯುರ್ವೇದ ಔಷಧಿಗಳ ಪರಿಣಾಮಕಾರಿ ಬಳಕೆಗೆ ವೈಜ್ಞಾನಿಕ ಆಧಾರ ಒದಗಿಸುವುದು ಇದರ ಉದ್ದೇಶವಾಗಿದೆ ಎಂದರು. ಅರ್ಜುನ ಚಕ್ಕೆ ಸೇರಿದಂತೆ ಹಲವು ಗಿಡಮೂಲಿಕೆಗಳ ಕುರಿತು ಹೃದ್ರೋಗ ಚಿಕಿತ್ಸೆಯಲ್ಲಿ ಅಧ್ಯಯನ ನಡೆಯಲಿದೆ. ಕಾರ್ಯಾಗಾರದಲ್ಲಿ ಸಂಶೋಧನಾ ವಿಧಾನ, ಅಂಕಿಅಂಶ ವಿಶ್ಲೇಷಣೆ ಹಾಗೂ ನೈತಿಕ ಮಾರ್ಗಸೂಚಿಗಳ ಕುರಿತು ತಜ್ಞರು ಉಪನ್ಯಾಸ ನೀಡುವರು. bbox=[735, 795, 1250, 878]
panchanga-title: ಇಂದಿನ ಪಂಚಾಂಗ bbox=[627, 1691, 784, 1716]
yoga-body: ಮೈಸೂರು, ಡಿ.19- ಮೈಸೂರಿನ ಕುವೆಂಪುನಗರದ ಜಯರಾಮ ಯೋಗ ಕೇಂದ್ರದಲ್ಲಿ ಡಿ.21ರಿಂದ ಸೂರ್ಯ ಸ್ಪಂದನ ಕ್ರಿಯಾ ಯೋಗ ಶಿಬಿರ ಆಯೋಜಿಸಲಾಗಿದೆ. ಆಸಕ್ತರು ಹೆಸರು ನೋಂದಾಯಿಸಲು ಮೊ. 8147903728, 8147096269 ಸಂಪರ್ಕಿಸಬಹುದು. bbox=[176, 1866, 518, 1914]
nirbhaya-box bbox=[176, 1131, 518, 1428]
today-events-1: ಶ್ರೀರಂಗಪಟ್ಟಣ ನಿಮಿಷಾಂಬ ದೇವಾಲಯ: ಶ್ರೀ ಚಾಮರಾಜೇಂದ್ರ ಶಂಕರ ಜಯಂತಿ, ಜಿಲ್ಲಾ ಆರೋಗ್ಯಾಧಿಕಾರಿ ಡಾ.ಆರ್.ವೆಂಕಟೇಶ್, ಎಂಎಂಸಿ ಮತ್ತು ಆರ್ ಡೀನ್ ಡಾ. ನಂಜರಾಜ್, ಸ್ಥಳ: ಜಿಲ್ಲಾ ಆಸ್ಪತ್ರೆ ಆವರಣ, ಬೆಳಿಗ್ಗೆ 11ಕ್ಕೆ. ■ ಶ್ರೀಕಂಠ ವಿದ್ಯಾಸಂಸ್ಥೆಗಳು, ಶ್ರೀ ಕೆ.ಎಸ್. ವರದರಾಜ ಅಯ್ಯಂಗಾರ್ ಮೆಮೋರಿಯಲ್ ಟ್ರಸ್ಟ್: ಬಹುಮಾನ ವಿತರಣಾ ಸಮಾರಂಭ, ಅಧ್ಯಕ್ಷತೆ: ಶ್ರೀ ಕೆ.ಎಸ್.ವರದರಾಜ, ಸ್ಥಳ: ಶ್ರೀಕಂಠ ಶಾಲಾ ಆವರಣ, ಸಂಜೆ 5ಕ್ಕೆ. ■ ಕರ್ನಾಟಕ ರಾಜ್ಯ ಸಮಾಜ ಸಂಘ: ಸಂಘದ ಸಾಮಾನ್ಯ ಸಭೆ, ಸ್ಥಳ: ಕಲಾಮಂದಿರ, ಬೆಳಿಗ್ಗೆ 10.30ಕ್ಕೆ. ■ ಮಹಾರಾಣಿ ವಿಜ್ಞಾನ ಕಾಲೇಜು: ರಾಷ್ಟ್ರೀಯ ವಿಚಾರ ಸಂಕಿರಣ, ಸಂಜೆ 4ಕ್ಕೆ. bbox=[774, 1545, 1126, 1653]
cartoon-caption: ನಿರ್ಭಯ! bbox=[187, 233, 265, 261]
